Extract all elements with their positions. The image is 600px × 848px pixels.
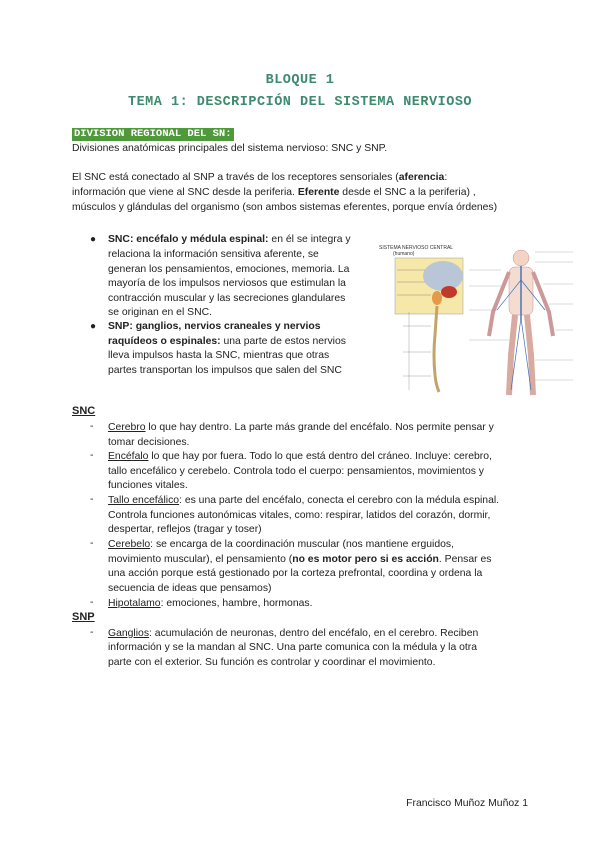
ganglios-line-3: parte con el exterior. Su función es controlar y coordinar el movimiento. bbox=[108, 657, 436, 668]
brain-shape bbox=[423, 261, 463, 291]
bullet-snc: ● bbox=[90, 234, 97, 245]
bullet-snc-line-6: se originan en el SNC. bbox=[108, 307, 212, 318]
figure-title-1: SISTEMA NERVIOSO CENTRAL bbox=[379, 245, 454, 251]
document-title: BLOQUE 1 bbox=[265, 73, 335, 88]
ganglios-line-1: Ganglios: acumulación de neuronas, dentro del encéfalo, en el cerebro. Reciben bbox=[108, 628, 479, 639]
cerebelo-line-1: Cerebelo: se encarga de la coordinación muscular (nos mantiene erguidos, bbox=[108, 539, 454, 550]
tallo-line-1: Tallo encefálico: es una parte del encéfalo, conecta el cerebro con la médula espinal. bbox=[108, 495, 500, 506]
para-line-2: información que viene al SNC desde la periferia. Eferente desde el SNC a la periferia) , bbox=[72, 187, 476, 198]
bullet-snc-line-5: contracción muscular y las secreciones glandulares bbox=[108, 293, 346, 304]
bullet-snp-line-1: SNP: ganglios, nervios craneales y nervios bbox=[108, 321, 321, 332]
encefalo-line-3: funciones vitales. bbox=[108, 480, 188, 491]
dash: - bbox=[90, 421, 94, 432]
cerebelo-line-3: una acción porque está gestionado por la corteza prefrontal, coordina y ordena la bbox=[108, 568, 483, 579]
bullet-snc-line-2: relaciona la información sensitiva aferente, se bbox=[108, 249, 319, 260]
para-line-3: músculos y glándulas del organismo (son ambos sistemas eferentes, porque envía órdenes) bbox=[72, 202, 498, 213]
bullet-snc-line-4: mayoría de los impulsos nerviosos que estimulan la bbox=[108, 278, 346, 289]
page-footer: Francisco Muñoz Muñoz 1 bbox=[406, 798, 528, 809]
body-figure bbox=[489, 250, 553, 395]
bullet-snp-line-3: lleva impulsos hasta la SNC, mientras que otras bbox=[108, 350, 330, 361]
bullet-snp-line-4: partes transportan los impulsos que salen del SNC bbox=[108, 365, 342, 376]
dash: - bbox=[90, 627, 94, 638]
dash: - bbox=[90, 597, 94, 608]
encefalo-line-2: tallo encefálico y cerebelo. Controla todo el cuerpo: pensamientos, movimientos y bbox=[108, 466, 484, 477]
nervous-system-figure bbox=[373, 240, 581, 400]
bullet-snp: ● bbox=[90, 321, 97, 332]
para-line-1: El SNC está conectado al SNP a través de los receptores sensoriales (aferencia: bbox=[72, 172, 448, 183]
intro-text: Divisiones anatómicas principales del sistema nervioso: SNC y SNP. bbox=[72, 143, 388, 154]
cerebelo-line-4: secuencia de ideas que pensamos) bbox=[108, 583, 272, 594]
cerebellum-shape bbox=[441, 286, 457, 298]
snp-heading: SNP bbox=[72, 611, 95, 623]
dash: - bbox=[90, 538, 94, 549]
ganglios-line-2: información y se la mandan al SNC. Una parte comunica con la médula y la otra bbox=[108, 642, 478, 653]
section-heading-highlight: DIVISION REGIONAL DEL SN: bbox=[74, 128, 232, 140]
bullet-snc-line-1: SNC: encéfalo y médula espinal: en él se integra y bbox=[108, 234, 351, 245]
cerebro-line-1: Cerebro lo que hay dentro. La parte más grande del encéfalo. Nos permite pensar y bbox=[108, 422, 494, 433]
spinal-cord bbox=[434, 306, 439, 392]
document-subtitle: TEMA 1: DESCRIPCIÓN DEL SISTEMA NERVIOSO bbox=[127, 95, 473, 110]
bullet-snc-line-3: generan los pensamientos, emociones, memoria. La bbox=[108, 264, 350, 275]
bullet-snp-line-2: raquídeos o espinales: una parte de estos nervios bbox=[108, 336, 346, 347]
snc-heading: SNC bbox=[72, 405, 96, 417]
tallo-line-2: Controla funciones autonómicas vitales, como: respirar, latidos del corazón, dormir, bbox=[108, 510, 491, 521]
hipotalamo-line-1: Hipotalamo: emociones, hambre, hormonas. bbox=[108, 598, 313, 609]
encefalo-line-1: Encéfalo lo que hay por fuera. Todo lo que está dentro del cráneo. Incluye: cerebro, bbox=[108, 451, 492, 462]
dash: - bbox=[90, 450, 94, 461]
tallo-line-3: despertar, reflejos (tragar y toser) bbox=[108, 524, 262, 535]
nervous-system-illustration bbox=[373, 240, 581, 400]
brainstem-shape bbox=[432, 291, 442, 305]
dash: - bbox=[90, 494, 94, 505]
figure-title-2: (humano) bbox=[393, 251, 415, 257]
cerebro-line-2: tomar decisiones. bbox=[108, 437, 190, 448]
cerebelo-line-2: movimiento muscular), el pensamiento (no es motor pero si es acción. Pensar es bbox=[108, 554, 492, 565]
